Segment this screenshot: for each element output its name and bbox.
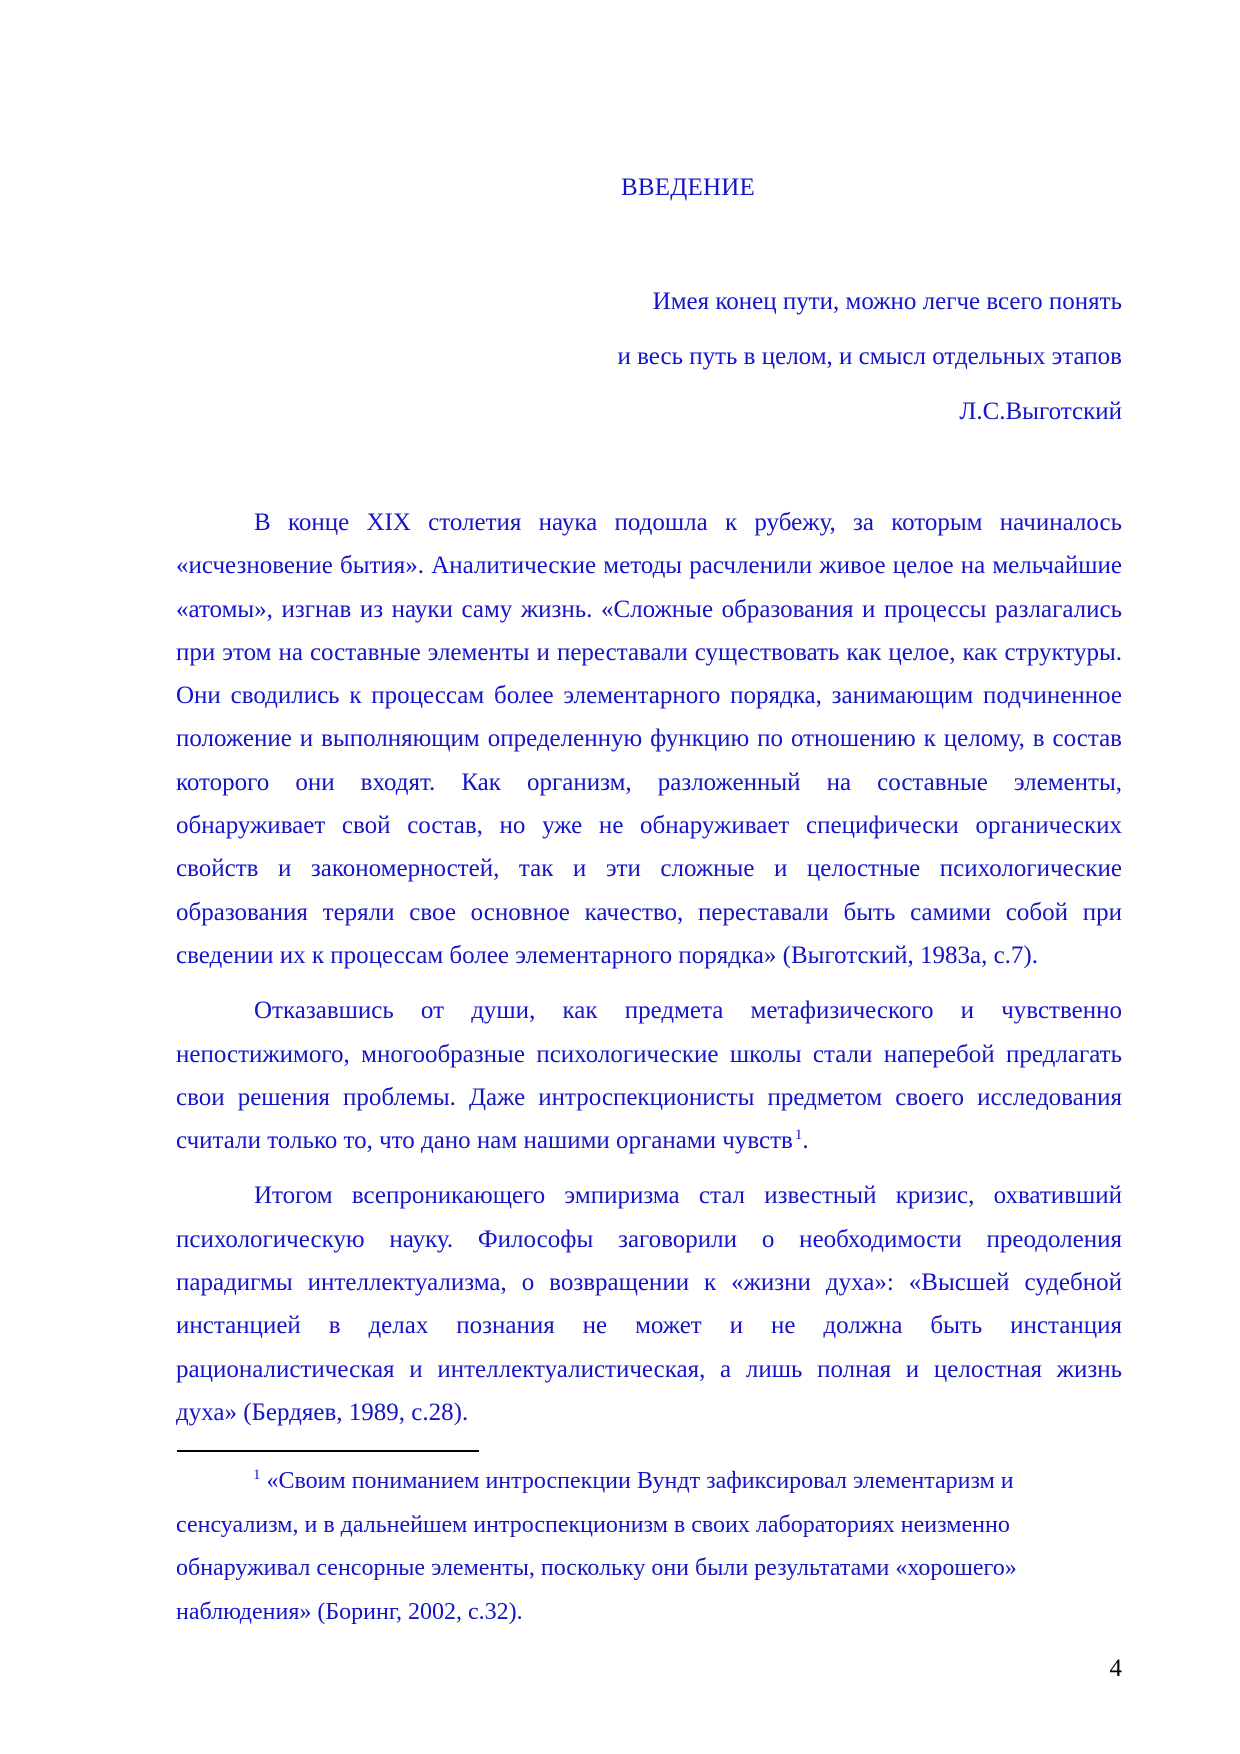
text-line: при этом на составные элементы и переставали существовать как целое, как структуры. [176, 638, 1122, 666]
page-title: ВВЕДЕНИЕ [621, 174, 755, 201]
footnote-line: обнаруживал сенсорные элементы, поскольку они были результатами «хорошего» [176, 1555, 1017, 1581]
paragraph-2 [176, 989, 1122, 1162]
page-number: 4 [1109, 1655, 1122, 1682]
sentence-end: . [802, 1127, 809, 1155]
text-line: Отказавшись от души, как предмета метафизического и чувственно [254, 997, 1122, 1025]
footnote-text: «Своим пониманием интроспекции Вундт зафиксировал элементаризм и [266, 1468, 1014, 1494]
footnote-number: 1 [253, 1467, 261, 1483]
text-line: образования теряли свое основное качество, переставали быть самими собой при [176, 898, 1122, 926]
footnote-reference[interactable]: 1 [794, 1127, 803, 1144]
epigraph [176, 284, 1122, 449]
paragraph-3 [176, 1174, 1122, 1434]
text-line: считали только то, что дано нам нашими органами чувств [176, 1127, 793, 1155]
text-line: психологическую науку. Философы заговорили о необходимости преодоления [176, 1225, 1122, 1253]
text-line: рационалистическая и интеллектуалистическая, а лишь полная и целостная жизнь [176, 1355, 1122, 1383]
text-line: сведении их к процессам более элементарного порядка» (Выготский, 1983а, с.7). [176, 941, 1038, 969]
text-line: Они сводились к процессам более элементарного порядка, занимающим подчиненное [176, 682, 1122, 710]
text-line: духа» (Бердяев, 1989, с.28). [176, 1398, 469, 1426]
footnote [176, 1460, 1056, 1634]
text-line: которого они входят. Как организм, разложенный на составные элементы, [176, 768, 1122, 796]
text-line: непостижимого, многообразные психологические школы стали наперебой предлагать [176, 1040, 1122, 1068]
text-line: обнаруживает свой состав, но уже не обнаруживает специфически органических [176, 812, 1122, 840]
paragraph-1 [176, 501, 1122, 977]
footnote-line: наблюдения» (Боринг, 2002, с.32). [176, 1598, 523, 1625]
text-line: парадигмы интеллектуализма, о возвращении к «жизни духа»: «Высшей судебной [176, 1269, 1122, 1297]
body-text [176, 501, 1122, 1446]
text-line: «атомы», изгнав из науки саму жизнь. «Сложные образования и процессы разлагались [176, 595, 1122, 623]
text-line: В конце XIX столетия наука подошла к рубежу, за которым начиналось [254, 509, 1122, 536]
text-line-with-footnote [176, 1119, 1122, 1162]
text-line: положение и выполняющим определенную функцию по отношению к целому, в состав [176, 725, 1122, 753]
epigraph-line: и весь путь в целом, и смысл отдельных этапов [617, 343, 1122, 370]
footnote-line: сенсуализм, и в дальнейшем интроспекционизм в своих лабораториях неизменно [176, 1511, 1010, 1538]
epigraph-author: Л.С.Выготский [959, 398, 1122, 425]
footnote-line [176, 1460, 1056, 1504]
text-line: свойств и закономерностей, так и эти сложные и целостные психологические [176, 855, 1122, 883]
text-line: инстанцией в делах познания не может и не должна быть инстанция [176, 1312, 1122, 1340]
text-line: свои решения проблемы. Даже интроспекционисты предметом своего исследования [176, 1083, 1122, 1111]
text-line: Итогом всепроникающего эмпиризма стал известный кризис, охвативший [254, 1182, 1122, 1210]
text-line: «исчезновение бытия». Аналитические методы расчленили живое целое на мельчайшие [176, 552, 1122, 580]
footnote-separator [177, 1450, 479, 1452]
epigraph-line: Имея конец пути, можно легче всего понять [652, 288, 1122, 315]
